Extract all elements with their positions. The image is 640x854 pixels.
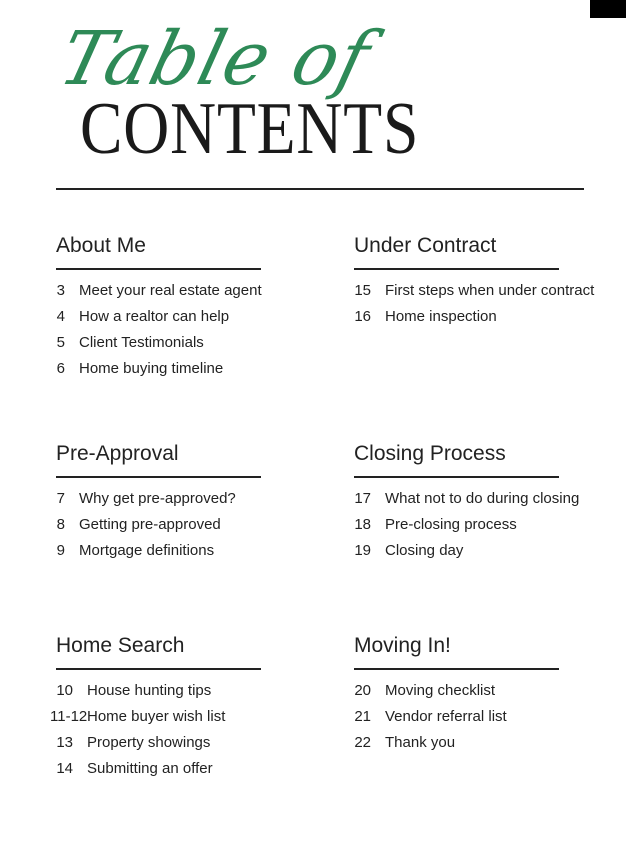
section-title: Under Contract [354, 234, 497, 257]
section-title: Closing Process [354, 442, 506, 465]
entry-list [354, 278, 604, 331]
section-home-search [50, 633, 306, 783]
entry-page: 11-12 [50, 707, 88, 725]
entry-page: 15 [354, 281, 371, 299]
entry-list [354, 678, 604, 757]
toc-entry[interactable] [56, 356, 306, 382]
entry-label: Getting pre-approved [79, 515, 221, 533]
section-divider [56, 476, 261, 478]
entry-page: 7 [56, 489, 65, 507]
entry-page: 14 [56, 760, 73, 778]
toc-entry[interactable] [50, 704, 306, 730]
toc-entry[interactable] [56, 512, 306, 538]
toc-entry[interactable] [354, 730, 604, 756]
entry-page: 16 [354, 307, 371, 325]
entry-page: 17 [354, 489, 371, 507]
entry-page: 4 [56, 307, 65, 325]
section-title: Pre-Approval [56, 442, 179, 465]
main-title: CONTENTS [80, 88, 420, 170]
section-title: About Me [56, 234, 146, 257]
section-divider [354, 668, 559, 670]
entry-label: Vendor referral list [385, 707, 507, 725]
entry-page: 9 [56, 542, 65, 560]
entry-page: 6 [56, 360, 65, 378]
toc-entry[interactable] [354, 304, 604, 330]
toc-entry[interactable] [50, 756, 306, 782]
toc-entry[interactable] [56, 538, 306, 564]
entry-list [56, 278, 306, 383]
entry-label: Closing day [385, 542, 464, 560]
entry-label: How a realtor can help [79, 307, 230, 325]
title-divider [56, 188, 584, 190]
toc-entry[interactable] [50, 730, 306, 756]
entry-label: House hunting tips [87, 681, 212, 699]
section-divider [56, 668, 261, 670]
section-title: Moving In! [354, 634, 451, 657]
entry-label: Home buyer wish list [87, 707, 226, 725]
entry-page: 5 [56, 334, 65, 352]
entry-label: Home buying timeline [79, 360, 224, 378]
entry-label: First steps when under contract [385, 281, 595, 299]
entry-label: Moving checklist [385, 681, 496, 699]
entry-page: 3 [56, 281, 65, 299]
section-closing-process [354, 441, 604, 564]
entry-page: 13 [56, 734, 73, 752]
entry-label: Pre-closing process [385, 515, 517, 533]
section-title: Home Search [56, 634, 185, 657]
entry-label: Thank you [385, 734, 456, 752]
corner-block [590, 0, 626, 18]
entry-label: Home inspection [385, 307, 497, 325]
entry-list [354, 486, 604, 565]
entry-page: 19 [354, 542, 371, 560]
entry-page: 22 [354, 734, 371, 752]
toc-entry[interactable] [354, 512, 604, 538]
entry-page: 21 [354, 707, 371, 725]
toc-entry[interactable] [56, 486, 306, 512]
script-title: Table of [51, 16, 379, 102]
section-about-me [56, 233, 306, 383]
toc-entry[interactable] [50, 678, 306, 704]
entry-label: Why get pre-approved? [79, 489, 236, 507]
entry-list [50, 678, 306, 783]
toc-entry[interactable] [354, 678, 604, 704]
section-divider [354, 476, 559, 478]
entry-label: Mortgage definitions [79, 542, 215, 560]
section-under-contract [354, 233, 604, 330]
toc-entry[interactable] [56, 330, 306, 356]
section-moving-in [354, 633, 604, 756]
toc-entry[interactable] [354, 486, 604, 512]
entry-page: 18 [354, 515, 371, 533]
toc-entry[interactable] [56, 304, 306, 330]
toc-entry[interactable] [354, 278, 604, 304]
section-divider [354, 268, 559, 270]
entry-label: Meet your real estate agent [79, 281, 262, 299]
toc-entry[interactable] [354, 538, 604, 564]
toc-entry[interactable] [56, 278, 306, 304]
toc-entry[interactable] [354, 704, 604, 730]
entry-list [56, 486, 306, 565]
entry-label: What not to do during closing [385, 489, 580, 507]
entry-label: Client Testimonials [79, 334, 204, 352]
section-pre-approval [56, 441, 306, 564]
entry-label: Submitting an offer [87, 760, 213, 778]
entry-page: 8 [56, 515, 65, 533]
section-divider [56, 268, 261, 270]
entry-page: 10 [56, 681, 73, 699]
entry-page: 20 [354, 681, 371, 699]
entry-label: Property showings [87, 734, 211, 752]
